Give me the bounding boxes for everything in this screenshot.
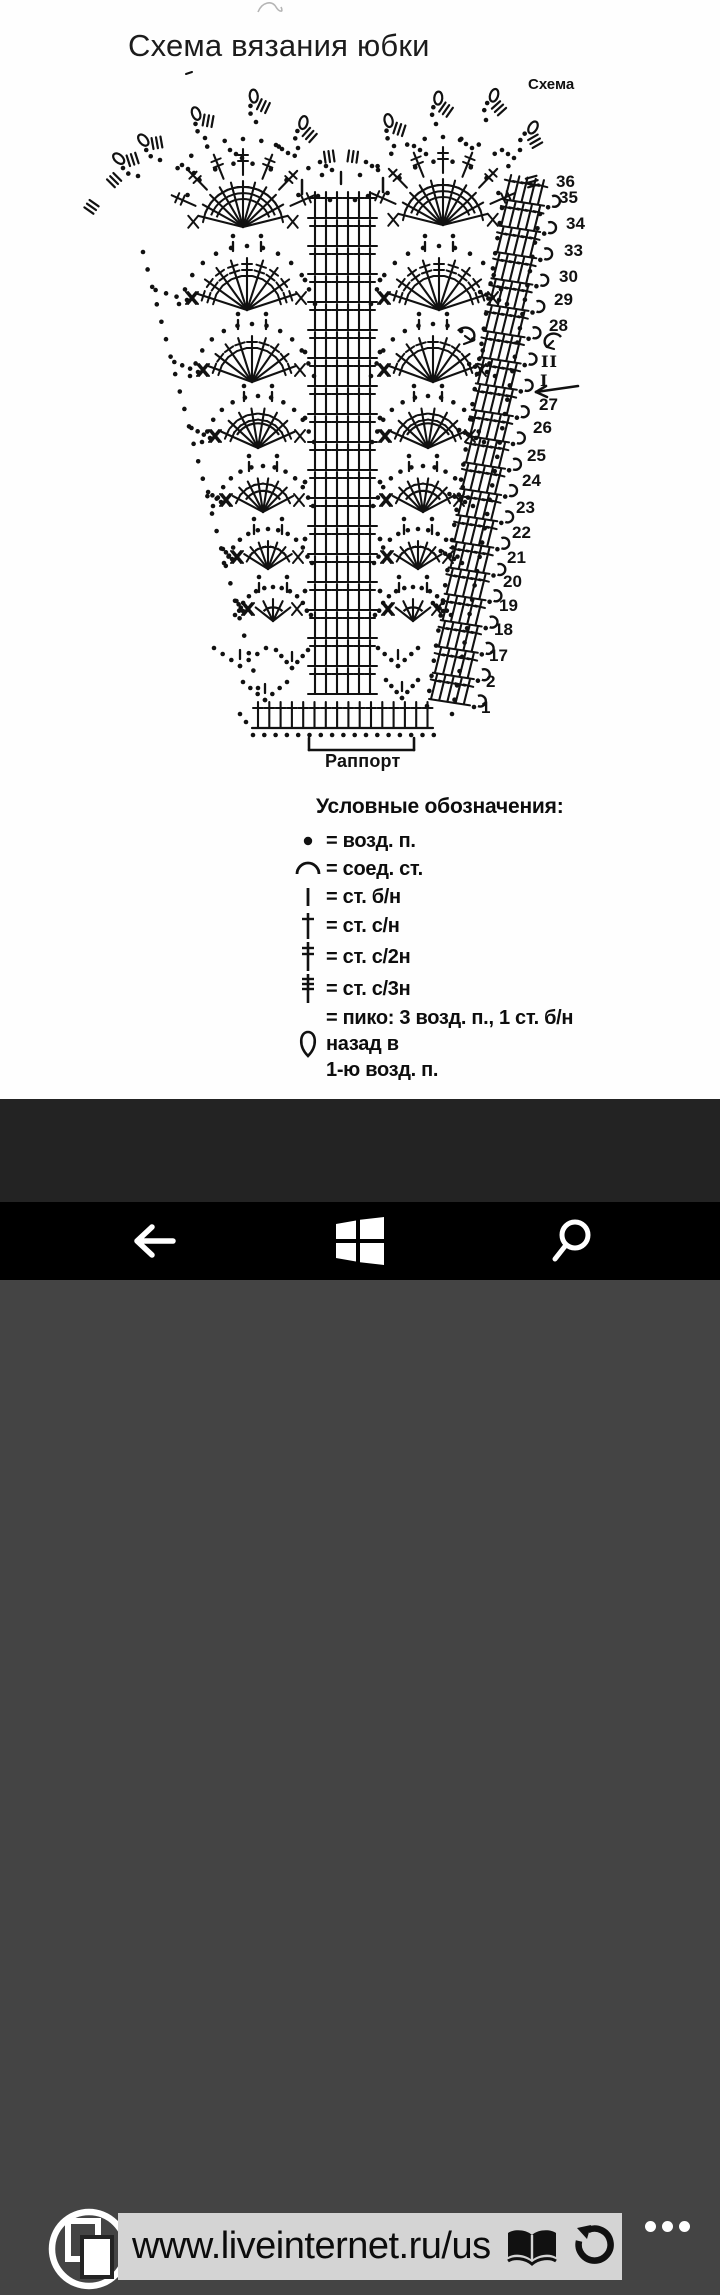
double-treble-crochet-icon xyxy=(290,973,326,1005)
side-mark: I xyxy=(540,371,549,390)
legend-item-label: = ст. б/н xyxy=(326,886,401,908)
double-crochet-icon xyxy=(290,911,326,941)
back-button[interactable] xyxy=(95,1202,215,1280)
row-number: 35 xyxy=(559,188,578,207)
windows-start-icon xyxy=(335,1217,385,1265)
side-mark: II xyxy=(541,352,558,371)
page-title: Схема вязания юбки xyxy=(128,28,430,63)
row-number: 19 xyxy=(499,596,518,615)
legend-heading: Условные обозначения: xyxy=(316,795,564,818)
row-number: 26 xyxy=(533,418,552,437)
row-number: 20 xyxy=(503,572,522,591)
row-number: 27 xyxy=(539,395,558,414)
chain-stitch-icon xyxy=(290,827,326,855)
more-icon xyxy=(645,2221,656,2232)
row-number: 18 xyxy=(494,620,513,639)
slip-stitch-icon xyxy=(290,855,326,883)
refresh-icon xyxy=(571,2226,615,2268)
row-number: 29 xyxy=(554,290,573,309)
reading-view-button[interactable] xyxy=(505,2227,559,2267)
legend-item-label: = пико: 3 возд. п., 1 ст. б/н назад в 1-ю возд. п. xyxy=(326,1007,574,1081)
browser-bar xyxy=(0,1099,720,2267)
legend-item xyxy=(290,941,620,973)
refresh-button[interactable] xyxy=(571,2226,615,2268)
url-text: www.liveinternet.ru/us xyxy=(132,2225,491,2267)
reading-view-icon xyxy=(505,2227,559,2267)
address-bar[interactable] xyxy=(118,2213,622,2280)
row-number: 33 xyxy=(564,241,583,260)
navigation-bar xyxy=(0,1202,720,1280)
legend-item-label: = ст. с/н xyxy=(326,915,400,937)
row-number: 1 xyxy=(481,698,491,717)
legend-item xyxy=(290,883,620,911)
row-number: 17 xyxy=(489,646,508,665)
webpage-scan xyxy=(0,0,720,1099)
single-crochet-icon xyxy=(290,883,326,911)
legend-item-label: = возд. п. xyxy=(326,830,416,852)
row-number: 21 xyxy=(507,548,526,567)
picot-icon xyxy=(290,1026,326,1062)
legend-item xyxy=(290,973,620,1005)
rapport-label: Раппорт xyxy=(325,751,401,771)
legend-item xyxy=(290,827,620,855)
more-menu-button[interactable] xyxy=(645,2211,705,2241)
legend-rows xyxy=(290,827,620,1083)
legend-item xyxy=(290,911,620,941)
treble-crochet-icon xyxy=(290,941,326,973)
legend-item-label: = ст. с/3н xyxy=(326,978,411,1000)
start-button[interactable] xyxy=(300,1202,420,1280)
search-icon xyxy=(549,1218,595,1264)
legend-item xyxy=(290,855,620,883)
row-number: 34 xyxy=(566,214,585,233)
legend-item-label: = соед. ст. xyxy=(326,858,423,880)
row-number: 22 xyxy=(512,523,531,542)
legend-item xyxy=(290,1005,620,1083)
row-number: 2 xyxy=(486,672,496,691)
row-number: 23 xyxy=(516,498,535,517)
row-number: 30 xyxy=(559,267,578,286)
scheme-label: Схема xyxy=(528,76,575,93)
search-button[interactable] xyxy=(512,1202,632,1280)
legend-item-label: = ст. с/2н xyxy=(326,946,411,968)
back-icon xyxy=(131,1221,179,1261)
row-number: 25 xyxy=(527,446,546,465)
legend xyxy=(290,795,620,1083)
row-number: 24 xyxy=(522,471,541,490)
row-number: 28 xyxy=(549,316,568,335)
row-number: 36 xyxy=(556,172,575,191)
